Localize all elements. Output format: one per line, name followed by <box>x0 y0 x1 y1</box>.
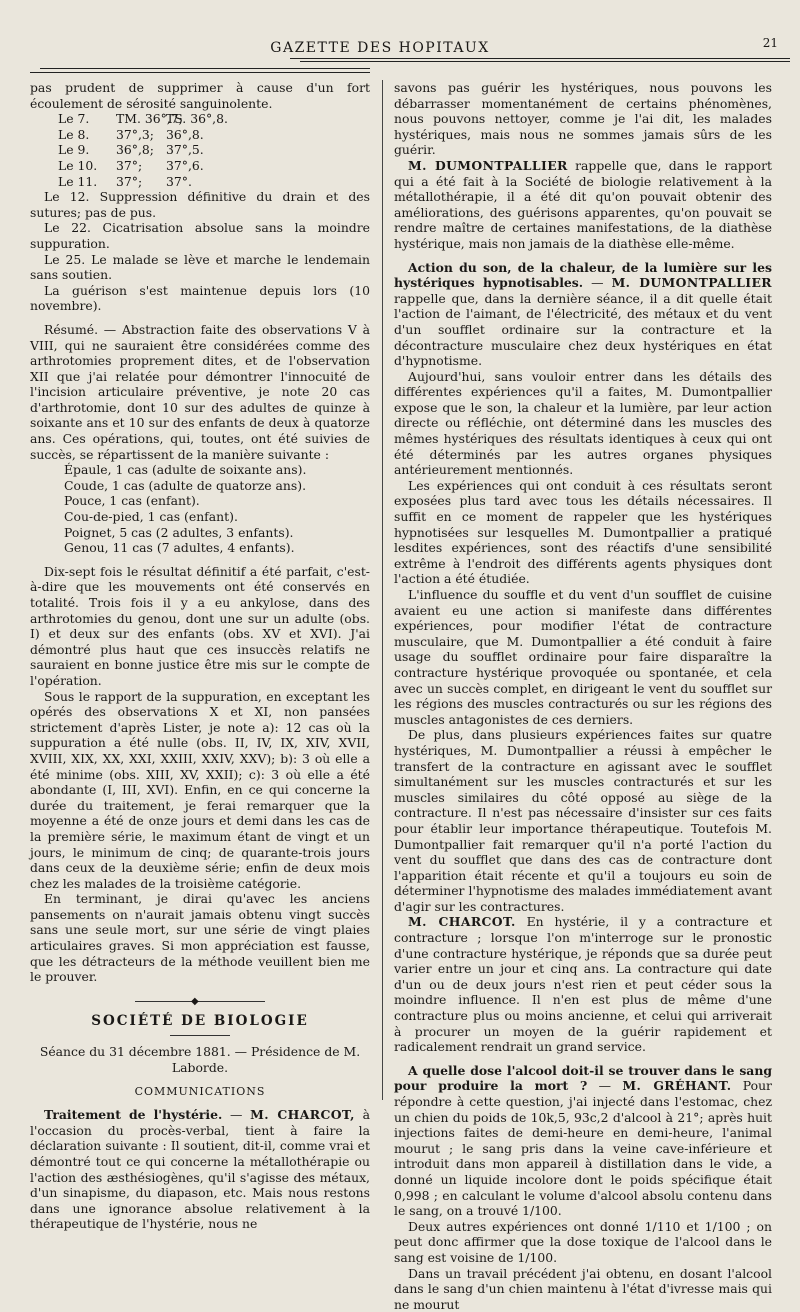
list-item: Genou, 11 cas (7 adultes, 4 enfants). <box>64 540 295 556</box>
divider <box>170 1035 230 1036</box>
paragraph: Dix-sept fois le résultat définitif a été parfait, c'est-à-dire que les mouvements ont été conservés en totalité. Trois fois il y a eu ankylose, dans des arthrotomies du genou, dont une sur un adulte (obs. I) et deux sur des enfants (obs. XV et XVI). J'ai démontré plus haut que ces insuccès relatifs ne sauraient en bonne justice être mis sur le compte de l'opération. <box>30 563 370 688</box>
header-rule <box>30 72 370 73</box>
paragraph: A quelle dose l'alcool doit-il se trouver dans le sang pour produire la mort ? — M. GRÉHANT. Pour répondre à cette question, j'ai injecté dans l'estomac, chez un chien du poids de 10k,5, 93c,2 d'alcool à 21°; après huit injections faites de demi-heure en demi-heure, l'animal mourut ; le sang pris dans la veine cave-inférieure et introduit dans mon appareil à distillation dans le vide, a donné un liquide incolore dont le poids spécifique était 0,998 ; en calculant le volume d'alcool absolu contenu dans le sang, on a trouvé 1/100. <box>394 1062 772 1219</box>
paragraph: Traitement de l'hystérie. — M. CHARCOT, à l'occasion du procès-verbal, tient à faire la déclaration suivante : Il soutient, dit-il, comme vrai et démontré tout ce qui concerne la métallothérapie ou l'action des æsthésiogènes, qu'il s'agisse des métaux, d'un sinapisme, du diapason, etc. Mais nous restons dans une ignorance absolue relativement à la thérapeutique de l'hystérie, nous ne <box>30 1107 370 1232</box>
journal-title: GAZETTE DES HOPITAUX <box>270 40 490 56</box>
paragraph-resume: Résumé. — Abstraction faite des observations V à VIII, qui ne sauraient être considérées comme des arthrotomies proprement dites, et de l'observation XII que j'ai relatée pour démontrer l'innocuité de l'incision articulaire préventive, je note 20 cas d'arthrotomie, dont 10 sur des adultes de quinze à soixante ans et 10 sur des enfants de deux à quatorze ans. Ces opérations, qui, toutes, ont été suivies de succès, se répartissent de la manière suivante : <box>30 321 370 462</box>
header-rule <box>40 68 370 69</box>
paragraph: Aujourd'hui, sans vouloir entrer dans les détails des différentes expériences qu'il a faites, M. Dumontpallier expose que le son, la chaleur et la lumière, par leur action directe ou réfléchie, ont déterminé dans les muscles des mêmes hystériques des résultats identiques à ceux qui ont été déterminés par les autres organes physiques antérieurement mentionnés. <box>394 368 772 478</box>
paragraph: savons pas guérir les hystériques, nous pouvons les débarrasser momentanément de certains phénomènes, nous pouvons nettoyer, comme je l'ai dit, les malades hystériques, mais nous ne sommes jamais sûrs de les guérir. <box>394 80 772 158</box>
author-name: M. CHARCOT, <box>250 1107 355 1123</box>
list-item: Le 11. 37°; 37°. <box>58 173 192 189</box>
page-number: 21 <box>762 36 778 50</box>
subsection-title: COMMUNICATIONS <box>134 1084 266 1098</box>
author-name: M. DUMONTPALLIER <box>408 157 568 173</box>
header-rule <box>290 58 790 59</box>
list-item: Le 10. 37°; 37°,6. <box>58 157 204 173</box>
author-name: M. DUMONTPALLIER <box>611 275 772 291</box>
paragraph: Les expériences qui ont conduit à ces résultats seront exposées plus tard avec tous les détails nécessaires. Il suffit en ce moment de rappeler que les hystériques hypnotisées sur lesquelles M. Dumontpallier a pratiqué lesdites expériences, sont des réactifs d'une sensibilité extrême à l'endroit des différents agents physiques dont l'action a été étudiée. <box>394 477 772 587</box>
list-item: Le 7. TM. 36°,7;TS. 36°,8. <box>58 111 228 127</box>
author-name: M. GRÉHANT. <box>622 1078 732 1094</box>
page-header <box>0 30 800 60</box>
article-title: Action du son, de la chaleur, de la lumière sur les hystériques hypnotisables. <box>394 259 772 291</box>
paragraph: Sous le rapport de la suppuration, en exceptant les opérés des observations X et XI, non pansées strictement d'après Lister, je note a): 12 cas où la suppuration a été nulle (obs. II, IV, IX, XIV, XVII, XVIII, XIX, XX, XXI, XXIII, XXIV, XXV); b): 3 où elle a été minime (obs. XIII, XV, XXII); c): 3 où elle a été abondante (I, III, XVI). Enfin, en ce qui concerne la durée du traitement, je ferai remarquer que la moyenne a été de onze jours et demi dans les cas de la première série, le maximum étant de vingt et un jours, le minimum de cinq; de quarante-trois jours dans ceux de la deuxième série; enfin de deux mois chez les malades de la troisième catégorie. <box>30 688 370 891</box>
joint-list <box>30 462 370 556</box>
author-name: M. CHARCOT. <box>408 914 516 930</box>
list-item: Le 9. 36°,8; 37°,5. <box>58 142 204 158</box>
list-item: Pouce, 1 cas (enfant). <box>64 493 200 509</box>
paragraph: M. DUMONTPALLIER rappelle que, dans le rapport qui a été fait à la Société de biologie relativement à la métallothérapie, il a été dit qu'on pouvait obtenir des améliorations, des guérisons apparentes, qu'on pouvait se rendre maître de certaines manifestations, de la diathèse hystérique, mais non jamais de la diathèse elle-même. <box>394 157 772 251</box>
list-item: Cou-de-pied, 1 cas (enfant). <box>64 509 238 525</box>
list-item: Épaule, 1 cas (adulte de soixante ans). <box>64 462 307 478</box>
ornament-rule: ◆ <box>135 1001 265 1002</box>
list-item: Coude, 1 cas (adulte de quatorze ans). <box>64 477 307 493</box>
article-title: Traitement de l'hystérie. <box>44 1107 223 1123</box>
paragraph: L'influence du souffle et du vent d'un soufflet de cuisine avaient eu une action si manifeste dans différentes expériences, pour modifier l'état de contracture musculaire, que M. Dumontpallier a été conduit à faire usage du soufflet ordinaire pour faire disparaître la contracture hystérique provoquée ou spontanée, et cela avec un succès complet, en dirigeant le vent du soufflet sur les régions des muscles contracturés ou sur les régions des muscles antagonistes de ces derniers. <box>394 587 772 727</box>
list-item: Le 8. 37°,3; 36°,8. <box>58 126 204 142</box>
paragraph: Le 22. Cicatrisation absolue sans la moindre suppuration. <box>30 220 370 251</box>
paragraph: pas prudent de supprimer à cause d'un fort écoulement de sérosité sanguinolente. <box>30 80 370 111</box>
header-rule <box>300 61 790 62</box>
paragraph: Action du son, de la chaleur, de la lumière sur les hystériques hypnotisables. — M. DUMONTPALLIER rappelle que, dans la dernière séance, il a dit quelle était l'action de l'aimant, de l'électricité, des métaux et du vent d'un soufflet ordinaire sur la contracture et la décontracture musculaire chez deux hystériques en état d'hypnotisme. <box>394 259 772 369</box>
paragraph: Dans un travail précédent j'ai obtenu, en dosant l'alcool dans le sang d'un chien maintenu à l'état d'ivresse mais qui ne mourut <box>394 1265 772 1312</box>
column-divider <box>382 80 383 1100</box>
paragraph: La guérison s'est maintenue depuis lors (10 novembre). <box>30 282 370 314</box>
paragraph: Deux autres expériences ont donné 1/110 et 1/100 ; on peut donc affirmer que la dose toxique de l'alcool dans le sang est voisine de 1/100. <box>394 1218 772 1265</box>
paragraph: En terminant, je dirai qu'avec les anciens pansements on n'aurait jamais obtenu vingt succès sans une seule mort, sur une série de vingt plaies articulaires graves. Si mon appréciation est fausse, que les détracteurs de la méthode veuillent bien me le prouver. <box>30 891 370 985</box>
session-line: Séance du 31 décembre 1881. — Présidence de M. Laborde. <box>39 1044 361 1076</box>
section-title: SOCIÉTÉ DE BIOLOGIE <box>91 1012 309 1029</box>
temperature-list <box>30 111 370 189</box>
list-item: Poignet, 5 cas (2 adultes, 3 enfants). <box>64 524 294 540</box>
left-column <box>30 80 370 1232</box>
paragraph: Le 25. Le malade se lève et marche le lendemain sans soutien. <box>30 251 370 283</box>
paragraph: Le 12. Suppression définitive du drain et des sutures; pas de pus. <box>30 189 370 220</box>
right-column <box>394 80 772 1312</box>
paragraph: M. CHARCOT. En hystérie, il y a contracture et contracture ; lorsque l'on m'interroge sur le pronostic d'une contracture hystérique, je réponds que sa durée peut varier entre un jour et cinq ans. La contracture qui date d'un ou de deux jours n'est rien et peut céder sous la moindre influence. Il n'en est plus de même d'une contracture plus ou moins ancienne, et celui qui arriverait à procurer un moyen de la guérir rapidement et radicalement rendrait un grand service. <box>394 914 772 1055</box>
paragraph: De plus, dans plusieurs expériences faites sur quatre hystériques, M. Dumontpallier a réussi à empêcher le transfert de la contracture en agissant avec le soufflet simultanément sur les muscles contracturés et sur les muscles similaires du côté opposé au siège de la contracture. Il n'est pas nécessaire d'insister sur ces faits pour établir leur importance thérapeutique. Toutefois M. Dumontpallier fait remarquer qu'il n'a porté l'action du vent du soufflet que dans des cas de contracture dont l'apparition était récente et qu'il a toujours eu soin de déterminer l'hypnotisme des malades immédiatement avant d'agir sur les contractures. <box>394 727 772 914</box>
article-title: A quelle dose l'alcool doit-il se trouver dans le sang pour produire la mort ? <box>394 1062 772 1094</box>
